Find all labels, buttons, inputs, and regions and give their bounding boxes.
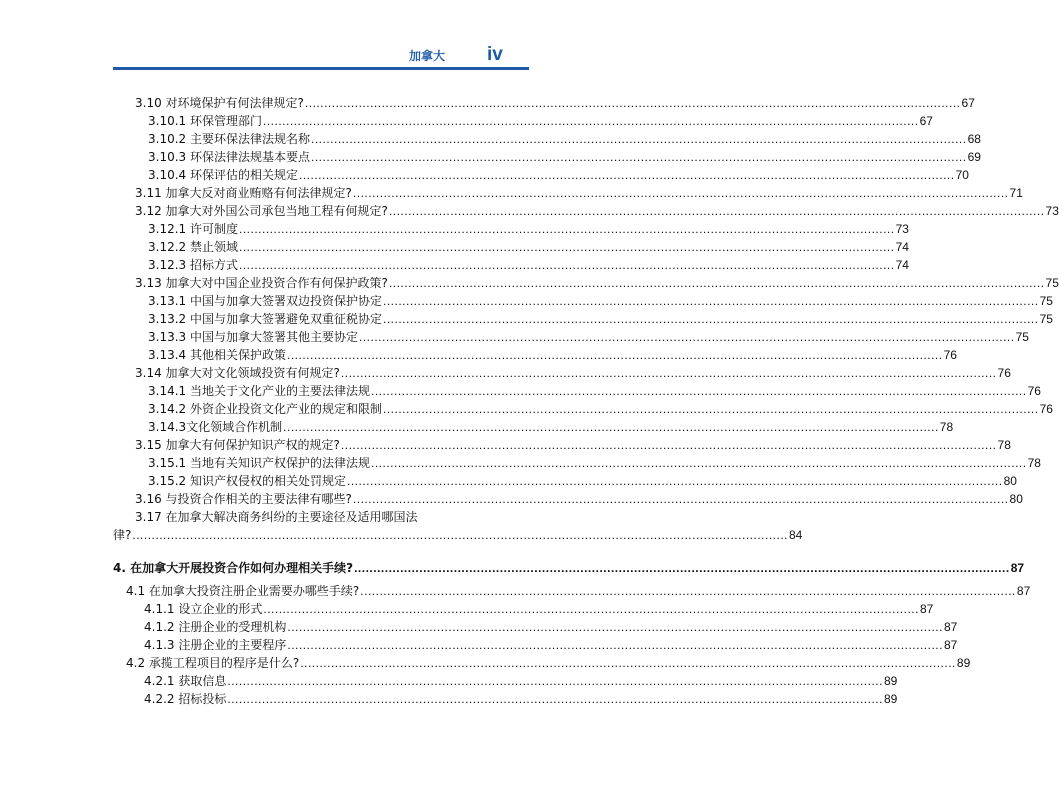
toc-entry-title: 4.1.3 注册企业的主要程序 — [144, 638, 287, 652]
toc-entry-page: 67 — [919, 114, 933, 128]
toc-leader: ........................................................................................................................................................................... — [360, 584, 1016, 598]
toc-leader: ........................................................................................................................................................................... — [382, 294, 1039, 308]
toc-entry-title: 3.10.3 环保法律法规基本要点 — [148, 150, 310, 164]
toc-entry — [135, 96, 975, 111]
toc-entry — [135, 438, 1011, 453]
toc-entry-title: 3.14.1 当地关于文化产业的主要法律法规 — [148, 384, 370, 398]
toc-entry-title: 3.14.2 外资企业投资文化产业的规定和限制 — [148, 402, 382, 416]
toc-entry-page: 74 — [895, 240, 909, 254]
toc-entry-title: 4.2 承揽工程项目的程序是什么? — [126, 656, 300, 670]
toc-leader: ........................................................................................................................................................................... — [238, 240, 895, 254]
toc-leader: ........................................................................................................................................................................... — [287, 638, 943, 652]
toc-entry-title: 3.12.3 招标方式 — [148, 258, 238, 272]
toc-entry — [126, 584, 1031, 599]
toc-entry-page: 75 — [1015, 330, 1029, 344]
toc-entry — [126, 656, 971, 671]
toc-entry-page: 80 — [1009, 492, 1023, 506]
toc-entry-page: 73 — [895, 222, 909, 236]
toc-entry — [148, 420, 954, 435]
toc-entry — [144, 692, 898, 707]
toc-entry-title: 3.13.4 其他相关保护政策 — [148, 348, 286, 362]
toc-entry — [144, 638, 958, 653]
toc-entry-title: 3.14.3文化领域合作机制 — [148, 420, 283, 434]
toc-entry-page: 87 — [1016, 584, 1031, 598]
header-rule — [113, 67, 529, 70]
toc-entry-title: 3.10.4 环保评估的相关规定 — [148, 168, 298, 182]
toc-entry-title: 4.1.1 设立企业的形式 — [144, 602, 263, 616]
toc-entry-title: 3.15.2 知识产权侵权的相关处罚规定 — [148, 474, 346, 488]
toc-entry — [148, 168, 969, 183]
toc-leader: ........................................................................................................................................................................... — [283, 420, 939, 434]
toc-entry-page: 76 — [1039, 402, 1053, 416]
toc-entry-page: 89 — [883, 674, 898, 688]
toc-entry-title: 3.13.1 中国与加拿大签署双边投资保护协定 — [148, 294, 382, 308]
toc-entry — [135, 276, 1059, 291]
toc-leader: ........................................................................................................................................................................... — [388, 276, 1045, 290]
toc-entry — [148, 258, 909, 273]
page-number: iv — [487, 44, 503, 65]
toc-entry — [148, 402, 1053, 417]
toc-entry — [148, 330, 1029, 345]
toc-chapter-entry — [113, 561, 1025, 576]
toc-entry-page: 78 — [997, 438, 1011, 452]
toc-entry-title: 3.14 加拿大对文化领域投资有何规定? — [135, 366, 340, 380]
toc-leader: ........................................................................................................................................................................... — [352, 492, 1009, 506]
running-header-title: 加拿大 — [409, 49, 446, 63]
toc-entry — [113, 528, 803, 543]
toc-leader: ........................................................................................................................................................................... — [287, 620, 943, 634]
toc-leader: ........................................................................................................................................................................... — [382, 312, 1039, 326]
toc-leader: ........................................................................................................................................................................... — [238, 222, 895, 236]
toc-entry — [135, 204, 1059, 219]
toc-entry-title: 3.10.2 主要环保法律法规名称 — [148, 132, 310, 146]
toc-leader: ........................................................................................................................................................................... — [370, 456, 1027, 470]
toc-entry-page: 78 — [1027, 456, 1041, 470]
toc-leader: ........................................................................................................................................................................... — [370, 384, 1027, 398]
toc-leader: ........................................................................................................................................................................... — [352, 186, 1009, 200]
toc-entry — [148, 150, 981, 165]
toc-entry-page: 87 — [1010, 561, 1025, 575]
toc-entry-page: 69 — [967, 150, 981, 164]
toc-leader: ........................................................................................................................................................................... — [298, 168, 955, 182]
toc-entry — [148, 222, 909, 237]
toc-leader: ........................................................................................................................................................................... — [227, 692, 883, 706]
toc-leader: ........................................................................................................................................................................... — [340, 366, 997, 380]
toc-entry — [148, 348, 957, 363]
toc-entry-title: 4.2.1 获取信息 — [144, 674, 227, 688]
toc-entry-page: 87 — [943, 638, 958, 652]
toc-entry — [135, 492, 1023, 507]
toc-leader: ........................................................................................................................................................................... — [238, 258, 895, 272]
toc-entry-page: 74 — [895, 258, 909, 272]
toc-leader: ........................................................................................................................................................................... — [310, 132, 967, 146]
toc-entry — [148, 114, 933, 129]
toc-leader: ........................................................................................................................................................................... — [263, 602, 919, 616]
toc-entry-title: 3.13.3 中国与加拿大签署其他主要协定 — [148, 330, 358, 344]
toc-entry — [148, 132, 981, 147]
toc-leader: ........................................................................................................................................................................... — [262, 114, 919, 128]
toc-entry-page: 89 — [883, 692, 898, 706]
toc-entry-title: 3.15 加拿大有何保护知识产权的规定? — [135, 438, 340, 452]
toc-entry-title: 3.10.1 环保管理部门 — [148, 114, 262, 128]
toc-entry-title: 4.1 在加拿大投资注册企业需要办哪些手续? — [126, 584, 360, 598]
toc-leader: ........................................................................................................................................................................... — [304, 96, 961, 110]
toc-entry — [144, 602, 934, 617]
toc-leader: ........................................................................................................................................................................... — [346, 474, 1003, 488]
toc-entry-page: 76 — [1027, 384, 1041, 398]
toc-leader: ........................................................................................................................................................................... — [358, 330, 1015, 344]
toc-entry — [148, 312, 1053, 327]
toc-entry — [148, 294, 1053, 309]
toc-entry-title: 3.13 加拿大对中国企业投资合作有何保护政策? — [135, 276, 388, 290]
toc-entry-title: 3.10 对环境保护有何法律规定? — [135, 96, 304, 110]
toc-entry-page: 67 — [961, 96, 975, 110]
toc-entry — [144, 620, 958, 635]
toc-entry-page: 75 — [1039, 312, 1053, 326]
toc-entry — [148, 456, 1041, 471]
toc-entry-page: 75 — [1045, 276, 1059, 290]
toc-entry — [148, 474, 1017, 489]
toc-entry-title: 3.12.2 禁止领域 — [148, 240, 238, 254]
toc-entry-page: 84 — [789, 528, 803, 542]
toc-leader: ........................................................................................................................................................................... — [388, 204, 1045, 218]
toc-leader: ........................................................................................................................................................................... — [286, 348, 943, 362]
toc-leader: ........................................................................................................................................................................... — [340, 438, 997, 452]
toc-entry-page: 76 — [997, 366, 1011, 380]
toc-entry-title: 3.16 与投资合作相关的主要法律有哪些? — [135, 492, 352, 506]
toc-entry-title: 3.12 加拿大对外国公司承包当地工程有何规定? — [135, 204, 388, 218]
toc-leader: ........................................................................................................................................................................... — [300, 656, 956, 670]
toc-entry-page: 87 — [943, 620, 958, 634]
toc-entry-title: 3.15.1 当地有关知识产权保护的法律法规 — [148, 456, 370, 470]
toc-entry-title: 3.12.1 许可制度 — [148, 222, 238, 236]
toc-leader: ........................................................................................................................................................................... — [382, 402, 1039, 416]
toc-entry-page: 75 — [1039, 294, 1053, 308]
toc-leader: ........................................................................................................................................................................... — [354, 561, 1010, 575]
toc-entry-page: 70 — [955, 168, 969, 182]
toc-entry — [148, 384, 1041, 399]
toc-entry-title: 4.2.2 招标投标 — [144, 692, 227, 706]
toc-entry — [148, 240, 909, 255]
toc-entry-page: 71 — [1009, 186, 1023, 200]
toc-entry-title: 3.11 加拿大反对商业贿赂有何法律规定? — [135, 186, 352, 200]
toc-entry-title: 律? — [113, 528, 132, 542]
toc-entry-page: 73 — [1045, 204, 1059, 218]
toc-entry — [135, 366, 1011, 381]
toc-entry-page: 80 — [1003, 474, 1017, 488]
toc-entry — [135, 186, 1023, 201]
toc-entry-page: 89 — [956, 656, 971, 670]
toc-entry-page: 76 — [943, 348, 957, 362]
toc-entry-page: 78 — [939, 420, 954, 434]
toc-entry-page: 87 — [919, 602, 934, 616]
toc-entry — [144, 674, 898, 689]
toc-entry-title: 4.1.2 注册企业的受理机构 — [144, 620, 287, 634]
toc-entry-title: 4. 在加拿大开展投资合作如何办理相关手续? — [113, 561, 354, 575]
toc-leader: ........................................................................................................................................................................... — [310, 150, 967, 164]
toc-entry-page: 68 — [967, 132, 981, 146]
toc-leader: ........................................................................................................................................................................... — [227, 674, 883, 688]
toc-leader: ........................................................................................................................................................................... — [132, 528, 788, 542]
toc-entry-title: 3.13.2 中国与加拿大签署避免双重征税协定 — [148, 312, 382, 326]
toc-entry-title-line1: 3.17 在加拿大解决商务纠纷的主要途径及适用哪国法 — [135, 510, 418, 524]
